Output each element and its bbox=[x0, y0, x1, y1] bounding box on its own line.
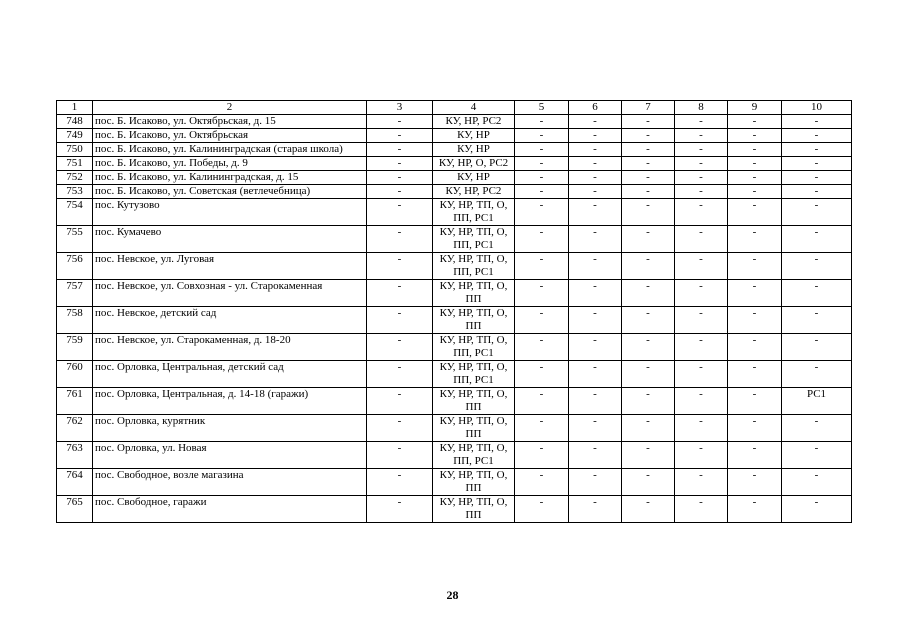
cell-col-9: - bbox=[728, 307, 782, 334]
row-number: 757 bbox=[57, 280, 93, 307]
cell-col-7: - bbox=[622, 442, 675, 469]
table-row bbox=[57, 415, 852, 442]
cell-col-6: - bbox=[569, 129, 622, 143]
row-number: 765 bbox=[57, 496, 93, 523]
cell-col-7: - bbox=[622, 280, 675, 307]
cell-col-8: - bbox=[675, 143, 728, 157]
cell-col-9: - bbox=[728, 280, 782, 307]
cell-col-4: КУ, НР, ТП, О, ПП, РС1 bbox=[433, 334, 515, 361]
location-name: пос. Орловка, Центральная, детский сад bbox=[93, 361, 367, 388]
cell-col-6: - bbox=[569, 361, 622, 388]
row-number: 759 bbox=[57, 334, 93, 361]
column-header-3: 3 bbox=[367, 101, 433, 115]
row-number: 752 bbox=[57, 171, 93, 185]
cell-col-3: - bbox=[367, 442, 433, 469]
cell-col-5: - bbox=[515, 226, 569, 253]
cell-col-4: КУ, НР, ТП, О, ПП, РС1 bbox=[433, 226, 515, 253]
cell-col-4: КУ, НР bbox=[433, 143, 515, 157]
row-number: 755 bbox=[57, 226, 93, 253]
column-header-4: 4 bbox=[433, 101, 515, 115]
cell-col-9: - bbox=[728, 415, 782, 442]
table-row bbox=[57, 185, 852, 199]
cell-col-6: - bbox=[569, 115, 622, 129]
cell-col-8: - bbox=[675, 415, 728, 442]
cell-col-4: КУ, НР, ТП, О, ПП, РС1 bbox=[433, 442, 515, 469]
table-row bbox=[57, 226, 852, 253]
cell-col-3: - bbox=[367, 253, 433, 280]
cell-col-8: - bbox=[675, 388, 728, 415]
location-name: пос. Орловка, Центральная, д. 14-18 (гаражи) bbox=[93, 388, 367, 415]
cell-col-4: КУ, НР, ТП, О, ПП bbox=[433, 469, 515, 496]
cell-col-4: КУ, НР, ТП, О, ПП bbox=[433, 415, 515, 442]
cell-col-9: - bbox=[728, 388, 782, 415]
location-name: пос. Кумачево bbox=[93, 226, 367, 253]
cell-col-5: - bbox=[515, 442, 569, 469]
column-header-1: 1 bbox=[57, 101, 93, 115]
cell-col-8: - bbox=[675, 334, 728, 361]
cell-col-8: - bbox=[675, 496, 728, 523]
cell-col-5: - bbox=[515, 496, 569, 523]
location-name: пос. Б. Исаково, ул. Октябрьская, д. 15 bbox=[93, 115, 367, 129]
location-name: пос. Невское, ул. Совхозная - ул. Старокаменная bbox=[93, 280, 367, 307]
row-number: 760 bbox=[57, 361, 93, 388]
row-number: 764 bbox=[57, 469, 93, 496]
cell-col-9: - bbox=[728, 157, 782, 171]
table-row bbox=[57, 280, 852, 307]
cell-col-3: - bbox=[367, 280, 433, 307]
cell-col-6: - bbox=[569, 171, 622, 185]
table-row bbox=[57, 361, 852, 388]
location-name: пос. Б. Исаково, ул. Победы, д. 9 bbox=[93, 157, 367, 171]
cell-col-7: - bbox=[622, 334, 675, 361]
cell-col-5: - bbox=[515, 280, 569, 307]
cell-col-4: КУ, НР, РС2 bbox=[433, 185, 515, 199]
table-row bbox=[57, 388, 852, 415]
cell-col-10: - bbox=[782, 307, 852, 334]
table-row bbox=[57, 253, 852, 280]
cell-col-4: КУ, НР bbox=[433, 129, 515, 143]
cell-col-6: - bbox=[569, 442, 622, 469]
cell-col-8: - bbox=[675, 361, 728, 388]
column-header-2: 2 bbox=[93, 101, 367, 115]
cell-col-3: - bbox=[367, 334, 433, 361]
cell-col-10: - bbox=[782, 226, 852, 253]
table-row bbox=[57, 469, 852, 496]
cell-col-3: - bbox=[367, 185, 433, 199]
cell-col-9: - bbox=[728, 171, 782, 185]
row-number: 762 bbox=[57, 415, 93, 442]
cell-col-3: - bbox=[367, 469, 433, 496]
cell-col-8: - bbox=[675, 171, 728, 185]
cell-col-5: - bbox=[515, 157, 569, 171]
cell-col-9: - bbox=[728, 361, 782, 388]
cell-col-8: - bbox=[675, 469, 728, 496]
cell-col-6: - bbox=[569, 185, 622, 199]
cell-col-8: - bbox=[675, 157, 728, 171]
cell-col-4: КУ, НР, ТП, О, ПП, РС1 bbox=[433, 253, 515, 280]
row-number: 754 bbox=[57, 199, 93, 226]
cell-col-7: - bbox=[622, 415, 675, 442]
cell-col-8: - bbox=[675, 185, 728, 199]
cell-col-10: - bbox=[782, 442, 852, 469]
cell-col-4: КУ, НР, ТП, О, ПП bbox=[433, 388, 515, 415]
table-row bbox=[57, 115, 852, 129]
cell-col-3: - bbox=[367, 226, 433, 253]
table-row bbox=[57, 171, 852, 185]
cell-col-9: - bbox=[728, 199, 782, 226]
cell-col-9: - bbox=[728, 129, 782, 143]
cell-col-7: - bbox=[622, 253, 675, 280]
row-number: 758 bbox=[57, 307, 93, 334]
cell-col-4: КУ, НР, ТП, О, ПП bbox=[433, 496, 515, 523]
table-row bbox=[57, 199, 852, 226]
location-name: пос. Свободное, гаражи bbox=[93, 496, 367, 523]
cell-col-9: - bbox=[728, 185, 782, 199]
cell-col-3: - bbox=[367, 496, 433, 523]
cell-col-3: - bbox=[367, 388, 433, 415]
header-row bbox=[57, 101, 852, 115]
cell-col-8: - bbox=[675, 129, 728, 143]
cell-col-5: - bbox=[515, 171, 569, 185]
cell-col-5: - bbox=[515, 361, 569, 388]
cell-col-4: КУ, НР bbox=[433, 171, 515, 185]
cell-col-5: - bbox=[515, 199, 569, 226]
cell-col-10: - bbox=[782, 334, 852, 361]
location-name: пос. Кутузово bbox=[93, 199, 367, 226]
cell-col-3: - bbox=[367, 199, 433, 226]
cell-col-8: - bbox=[675, 280, 728, 307]
cell-col-10: - bbox=[782, 415, 852, 442]
cell-col-10: - bbox=[782, 171, 852, 185]
cell-col-7: - bbox=[622, 469, 675, 496]
location-name: пос. Орловка, курятник bbox=[93, 415, 367, 442]
location-name: пос. Б. Исаково, ул. Октябрьская bbox=[93, 129, 367, 143]
table-row bbox=[57, 496, 852, 523]
cell-col-7: - bbox=[622, 307, 675, 334]
cell-col-6: - bbox=[569, 199, 622, 226]
cell-col-4: КУ, НР, РС2 bbox=[433, 115, 515, 129]
cell-col-4: КУ, НР, О, РС2 bbox=[433, 157, 515, 171]
table-row bbox=[57, 334, 852, 361]
cell-col-4: КУ, НР, ТП, О, ПП bbox=[433, 307, 515, 334]
row-number: 749 bbox=[57, 129, 93, 143]
cell-col-3: - bbox=[367, 171, 433, 185]
table-row bbox=[57, 129, 852, 143]
cell-col-5: - bbox=[515, 307, 569, 334]
row-number: 750 bbox=[57, 143, 93, 157]
cell-col-6: - bbox=[569, 280, 622, 307]
cell-col-6: - bbox=[569, 143, 622, 157]
cell-col-7: - bbox=[622, 157, 675, 171]
cell-col-4: КУ, НР, ТП, О, ПП, РС1 bbox=[433, 199, 515, 226]
cell-col-4: КУ, НР, ТП, О, ПП bbox=[433, 280, 515, 307]
cell-col-7: - bbox=[622, 185, 675, 199]
cell-col-3: - bbox=[367, 129, 433, 143]
location-name: пос. Орловка, ул. Новая bbox=[93, 442, 367, 469]
cell-col-3: - bbox=[367, 115, 433, 129]
cell-col-6: - bbox=[569, 388, 622, 415]
cell-col-5: - bbox=[515, 185, 569, 199]
cell-col-5: - bbox=[515, 253, 569, 280]
row-number: 763 bbox=[57, 442, 93, 469]
cell-col-8: - bbox=[675, 253, 728, 280]
cell-col-8: - bbox=[675, 115, 728, 129]
cell-col-6: - bbox=[569, 226, 622, 253]
table-row bbox=[57, 157, 852, 171]
cell-col-9: - bbox=[728, 143, 782, 157]
cell-col-8: - bbox=[675, 307, 728, 334]
cell-col-6: - bbox=[569, 496, 622, 523]
cell-col-8: - bbox=[675, 442, 728, 469]
cell-col-3: - bbox=[367, 143, 433, 157]
cell-col-5: - bbox=[515, 115, 569, 129]
column-header-9: 9 bbox=[728, 101, 782, 115]
cell-col-7: - bbox=[622, 226, 675, 253]
cell-col-7: - bbox=[622, 496, 675, 523]
cell-col-9: - bbox=[728, 442, 782, 469]
cell-col-6: - bbox=[569, 157, 622, 171]
row-number: 753 bbox=[57, 185, 93, 199]
location-name: пос. Б. Исаково, ул. Калининградская, д. 15 bbox=[93, 171, 367, 185]
cell-col-6: - bbox=[569, 334, 622, 361]
table-body bbox=[57, 115, 852, 523]
cell-col-10: - bbox=[782, 129, 852, 143]
cell-col-9: - bbox=[728, 334, 782, 361]
column-header-6: 6 bbox=[569, 101, 622, 115]
location-name: пос. Свободное, возле магазина bbox=[93, 469, 367, 496]
table-row bbox=[57, 307, 852, 334]
row-number: 761 bbox=[57, 388, 93, 415]
cell-col-5: - bbox=[515, 129, 569, 143]
cell-col-10: - bbox=[782, 253, 852, 280]
cell-col-10: РС1 bbox=[782, 388, 852, 415]
cell-col-10: - bbox=[782, 157, 852, 171]
data-table bbox=[56, 100, 852, 523]
column-header-8: 8 bbox=[675, 101, 728, 115]
cell-col-5: - bbox=[515, 143, 569, 157]
cell-col-7: - bbox=[622, 388, 675, 415]
location-name: пос. Невское, ул. Старокаменная, д. 18-20 bbox=[93, 334, 367, 361]
location-name: пос. Невское, детский сад bbox=[93, 307, 367, 334]
cell-col-4: КУ, НР, ТП, О, ПП, РС1 bbox=[433, 361, 515, 388]
cell-col-5: - bbox=[515, 334, 569, 361]
row-number: 756 bbox=[57, 253, 93, 280]
cell-col-10: - bbox=[782, 143, 852, 157]
location-name: пос. Невское, ул. Луговая bbox=[93, 253, 367, 280]
cell-col-7: - bbox=[622, 129, 675, 143]
cell-col-7: - bbox=[622, 171, 675, 185]
cell-col-10: - bbox=[782, 496, 852, 523]
cell-col-9: - bbox=[728, 253, 782, 280]
cell-col-6: - bbox=[569, 469, 622, 496]
cell-col-7: - bbox=[622, 143, 675, 157]
cell-col-10: - bbox=[782, 361, 852, 388]
cell-col-3: - bbox=[367, 361, 433, 388]
cell-col-6: - bbox=[569, 253, 622, 280]
cell-col-10: - bbox=[782, 199, 852, 226]
cell-col-7: - bbox=[622, 115, 675, 129]
location-name: пос. Б. Исаково, ул. Калининградская (старая школа) bbox=[93, 143, 367, 157]
cell-col-3: - bbox=[367, 415, 433, 442]
location-name: пос. Б. Исаково, ул. Советская (ветлечебница) bbox=[93, 185, 367, 199]
cell-col-10: - bbox=[782, 469, 852, 496]
cell-col-7: - bbox=[622, 361, 675, 388]
page-number: 28 bbox=[446, 588, 459, 602]
cell-col-9: - bbox=[728, 115, 782, 129]
cell-col-5: - bbox=[515, 388, 569, 415]
cell-col-3: - bbox=[367, 307, 433, 334]
table-row bbox=[57, 442, 852, 469]
cell-col-9: - bbox=[728, 226, 782, 253]
cell-col-5: - bbox=[515, 469, 569, 496]
cell-col-3: - bbox=[367, 157, 433, 171]
cell-col-10: - bbox=[782, 185, 852, 199]
cell-col-8: - bbox=[675, 226, 728, 253]
cell-col-9: - bbox=[728, 469, 782, 496]
cell-col-6: - bbox=[569, 307, 622, 334]
row-number: 748 bbox=[57, 115, 93, 129]
cell-col-10: - bbox=[782, 115, 852, 129]
column-header-7: 7 bbox=[622, 101, 675, 115]
cell-col-7: - bbox=[622, 199, 675, 226]
cell-col-5: - bbox=[515, 415, 569, 442]
cell-col-6: - bbox=[569, 415, 622, 442]
table-row bbox=[57, 143, 852, 157]
cell-col-10: - bbox=[782, 280, 852, 307]
row-number: 751 bbox=[57, 157, 93, 171]
column-header-5: 5 bbox=[515, 101, 569, 115]
cell-col-8: - bbox=[675, 199, 728, 226]
column-header-10: 10 bbox=[782, 101, 852, 115]
cell-col-9: - bbox=[728, 496, 782, 523]
